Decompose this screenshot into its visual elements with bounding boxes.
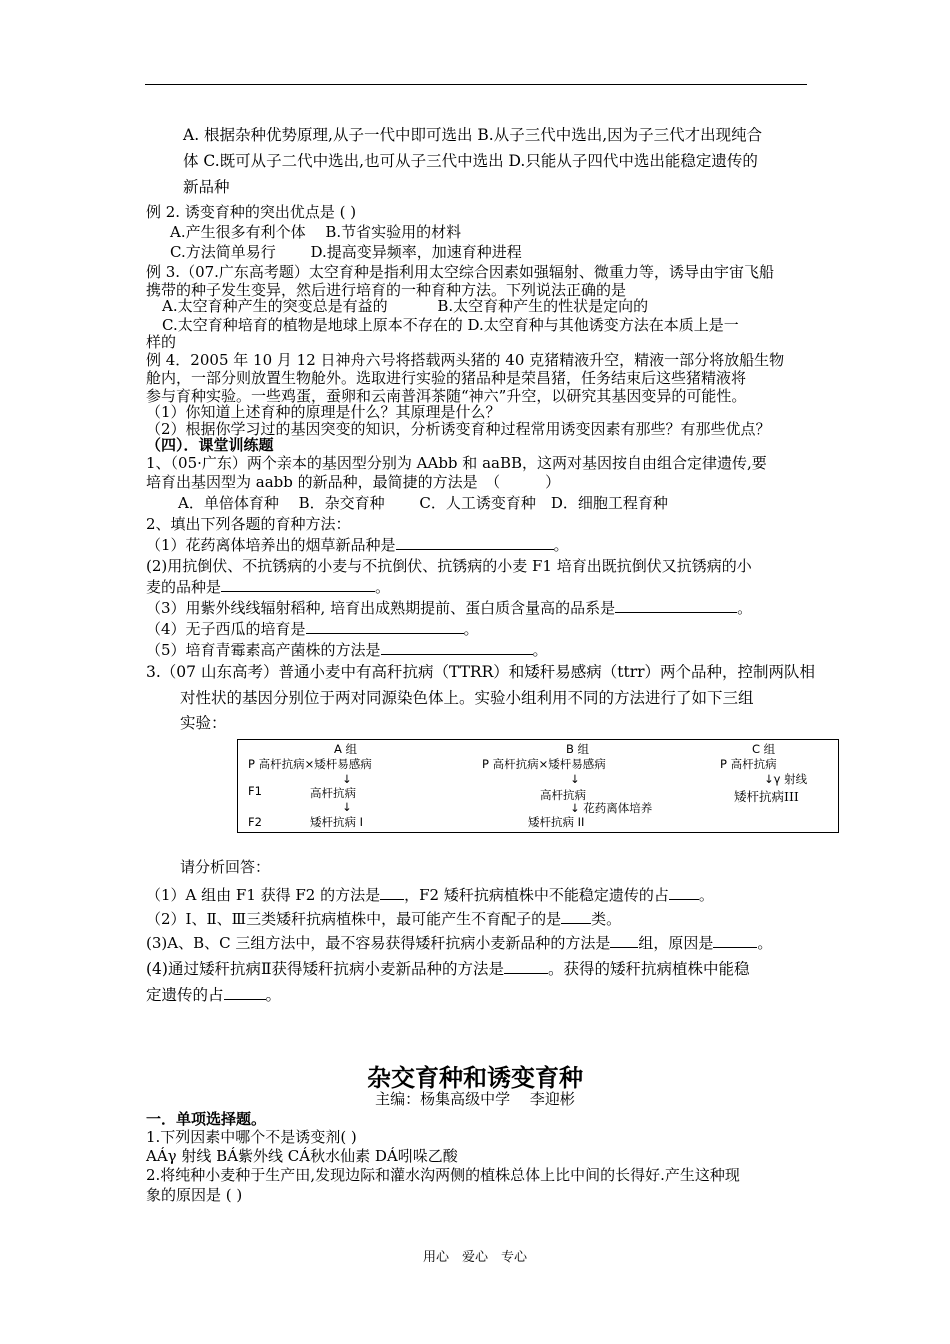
answer-blank[interactable] bbox=[306, 621, 464, 634]
page-footer: 用心 爱心 专心 bbox=[422, 1250, 527, 1265]
answer-blank[interactable] bbox=[561, 911, 591, 924]
example-3-options-cont: 样的 bbox=[146, 333, 177, 351]
arrow-icon: ↓ bbox=[570, 772, 580, 786]
answer-blank[interactable] bbox=[221, 579, 375, 592]
answer-blank[interactable] bbox=[610, 935, 638, 948]
training-2-item-2-cont: 麦的品种是 。 bbox=[146, 578, 391, 596]
training-1-stem: 1、（05·广东）两个亲本的基因型分别为 AAbb 和 aaBB，这两对基因按自由组合定律遗传,要 bbox=[146, 454, 767, 472]
header-rule bbox=[145, 84, 807, 85]
training-3-q4: (4)通过矮秆抗病Ⅱ获得矮秆抗病小麦新品种的方法是 。获得的矮秆抗病植株中能稳 bbox=[146, 960, 750, 978]
example-4-question-2: （2）根据你学习过的基因突变的知识，分析诱变育种过程常用诱变因素有那些？有那些优点？ bbox=[146, 420, 771, 438]
answer-blank[interactable] bbox=[615, 600, 737, 613]
group-a-f2: 矮杆抗病 I bbox=[310, 815, 364, 829]
row-f2-label: F2 bbox=[248, 815, 262, 829]
group-b-title: B 组 bbox=[566, 742, 590, 756]
example-4-stem: 舱内，一部分则放置生物舱外。选取进行实验的猪品种是荣昌猪，任务结束后这些猪精液将 bbox=[146, 369, 747, 387]
training-1-options: A．单倍体育种 B．杂交育种 C．人工诱变育种 D．细胞工程育种 bbox=[178, 494, 668, 512]
option-line: A. 根据杂种优势原理,从子一代中即可选出 B.从子三代中选出,因为子三代才出现纯合 bbox=[183, 126, 763, 144]
example-4-stem: 例 4．2005 年 10 月 12 日神舟六号将搭载两头猪的 40 克猪精液升空，精液一部分将放船生物 bbox=[146, 351, 785, 369]
arrow-icon: ↓ bbox=[342, 800, 352, 814]
section-heading: （四）．课堂训练题 bbox=[146, 436, 274, 454]
anther-culture-step: ↓ 花药离体培养 bbox=[570, 801, 653, 815]
example-2-stem: 例 2. 诱变育种的突出优点是 ( ) bbox=[146, 203, 357, 221]
answer-blank[interactable] bbox=[381, 642, 533, 655]
example-4-stem: 参与育种实验。一些鸡蛋，蚕卵和云南普洱茶随“神六”升空，以研究其基因变异的可能性。 bbox=[146, 387, 747, 405]
example-3-stem: 携带的种子发生变异，然后进行培育的一种育种方法。下列说法正确的是 bbox=[146, 281, 627, 299]
experiment-diagram bbox=[237, 739, 839, 833]
group-b-parents: P 高杆抗病×矮杆易感病 bbox=[482, 757, 606, 771]
section-heading: 一．单项选择题。 bbox=[146, 1110, 267, 1128]
example-2-options-cd: C.方法简单易行 D.提高变异频率，加速育种进程 bbox=[170, 243, 522, 261]
question-2-stem: 2.将纯种小麦种于生产田,发现边际和灌水沟两侧的植株总体上比中间的长得好.产生这种现 bbox=[146, 1166, 740, 1184]
answer-blank[interactable] bbox=[380, 887, 404, 900]
question-2-stem: 象的原因是 ( ) bbox=[146, 1186, 243, 1204]
example-2-options-ab: A.产生很多有利个体 B.节省实验用的材料 bbox=[170, 223, 462, 241]
editor-line: 主编：杨集高级中学 李迎彬 bbox=[375, 1090, 575, 1108]
group-c-title: C 组 bbox=[752, 742, 776, 756]
page-title: 杂交育种和诱变育种 bbox=[367, 1063, 583, 1092]
training-2-item-5: （5）培育青霉素高产菌株的方法是 。 bbox=[146, 641, 548, 659]
training-3-q4-cont: 定遗传的占 。 bbox=[146, 986, 282, 1004]
answer-blank[interactable] bbox=[504, 961, 548, 974]
example-4-question-1: （1）你知道上述育种的原理是什么？其原理是什么？ bbox=[146, 403, 501, 421]
group-a-parents: P 高杆抗病×矮杆易感病 bbox=[248, 757, 372, 771]
answer-blank[interactable] bbox=[396, 537, 554, 550]
group-a-title: A 组 bbox=[334, 742, 358, 756]
group-c-result: 矮杆抗病III bbox=[734, 789, 799, 804]
training-1-stem: 培育出基因型为 aabb 的新品种，最简捷的方法是 （ ） bbox=[146, 473, 561, 491]
arrow-icon: ↓ bbox=[342, 772, 352, 786]
question-1-stem: 1.下列因素中哪个不是诱变剂( ) bbox=[146, 1128, 357, 1146]
answer-blank[interactable] bbox=[224, 987, 266, 1000]
question-1-options: AÁγ 射线 BÁ紫外线 CÁ秋水仙素 DÁ吲哚乙酸 bbox=[146, 1147, 458, 1165]
training-2-stem: 2、填出下列各题的育种方法： bbox=[146, 515, 351, 533]
example-3-stem: 例 3.（07.广东高考题）太空育种是指利用太空综合因素如强辐射、微重力等，诱导由宇宙飞船 bbox=[146, 263, 774, 281]
training-3-stem: 对性状的基因分别位于两对同源染色体上。实验小组利用不同的方法进行了如下三组 bbox=[180, 689, 754, 707]
training-2-item-1: （1）花药离体培养出的烟草新品种是 。 bbox=[146, 536, 569, 554]
group-a-f1: 高杆抗病 bbox=[310, 786, 356, 800]
group-b-f1: 高杆抗病 bbox=[540, 788, 586, 802]
answer-blank[interactable] bbox=[713, 935, 757, 948]
training-3-stem: 实验： bbox=[180, 714, 227, 732]
analysis-prompt: 请分析回答： bbox=[180, 858, 271, 876]
option-line: 新品种 bbox=[183, 178, 230, 196]
option-line: 体 C.既可从子二代中选出,也可从子三代中选出 D.只能从子四代中选出能稳定遗传的 bbox=[183, 152, 758, 170]
radiation-step: ↓γ 射线 bbox=[764, 772, 808, 786]
group-b-result: 矮杆抗病 II bbox=[528, 815, 585, 829]
training-2-item-2: (2)用抗倒伏、不抗锈病的小麦与不抗倒伏、抗锈病的小麦 F1 培育出既抗倒伏又抗锈病的小 bbox=[146, 557, 752, 575]
training-2-item-3: （3）用紫外线线辐射稻种, 培育出成熟期提前、蛋白质含量高的品系是 。 bbox=[146, 599, 753, 617]
example-3-options-ab: A.太空育种产生的突变总是有益的 B.太空育种产生的性状是定向的 bbox=[162, 297, 649, 315]
row-f1-label: F1 bbox=[248, 784, 262, 798]
training-3-q1: （1）A 组由 F1 获得 F2 的方法是 ，F2 矮秆抗病植株中不能稳定遗传的占 。 bbox=[146, 886, 714, 904]
group-c-parent: P 高杆抗病 bbox=[720, 757, 777, 771]
answer-blank[interactable] bbox=[669, 887, 699, 900]
training-3-q3: (3)A、B、C 三组方法中，最不容易获得矮秆抗病小麦新品种的方法是 组，原因是 。 bbox=[146, 934, 773, 952]
training-3-q2: （2）Ⅰ、Ⅱ、Ⅲ三类矮秆抗病植株中，最可能产生不育配子的是 类。 bbox=[146, 910, 622, 928]
training-2-item-4: （4）无子西瓜的培育是 。 bbox=[146, 620, 479, 638]
example-3-options-cd: C.太空育种培育的植物是地球上原本不存在的 D.太空育种与其他诱变方法在本质上是一 bbox=[162, 316, 739, 334]
training-3-stem: 3.（07 山东高考）普通小麦中有高秆抗病（TTRR）和矮秆易感病（ttrr）两个品种，控制两队相 bbox=[146, 663, 816, 681]
